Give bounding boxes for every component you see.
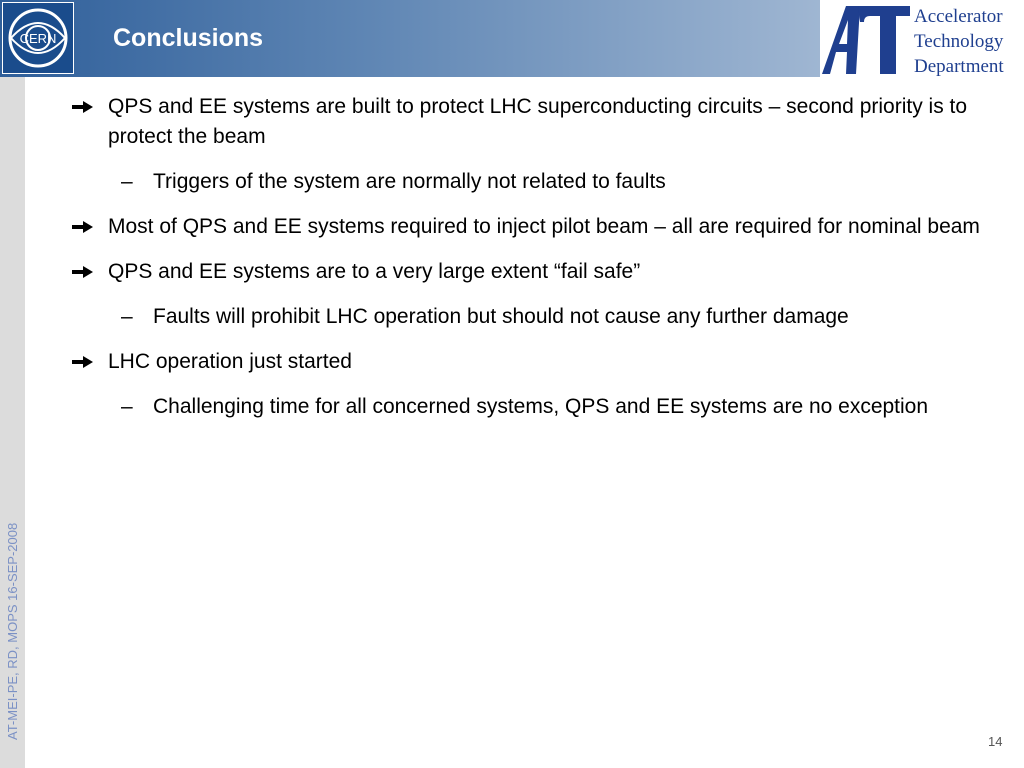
sub-bullet-item	[72, 392, 982, 422]
bullet-list	[72, 92, 982, 437]
bullet-item	[72, 212, 982, 242]
page-number: 14	[988, 734, 1003, 749]
at-line-3: Department	[914, 56, 1004, 77]
bullet-text: LHC operation just started	[108, 350, 352, 373]
sub-bullet-text: Triggers of the system are normally not related to faults	[153, 170, 666, 193]
cern-logo-icon	[3, 3, 73, 73]
slide-title: Conclusions	[113, 24, 264, 52]
cern-logo-text: CERN	[19, 31, 57, 46]
bullet-text: QPS and EE systems are built to protect LHC superconducting circuits – second priority is to protect the beam	[108, 95, 968, 148]
sub-bullet-item	[72, 167, 982, 197]
sub-bullet-text: Challenging time for all concerned systems, QPS and EE systems are no exception	[153, 395, 929, 418]
sub-bullet-item	[72, 302, 982, 332]
sub-bullet-text: Faults will prohibit LHC operation but should not cause any further damage	[153, 305, 849, 328]
dash-marker: –	[121, 170, 133, 193]
arrow-right-icon	[72, 221, 93, 233]
at-department-text	[914, 4, 1004, 79]
bullet-item	[72, 257, 982, 287]
cern-logo	[2, 2, 74, 74]
at-department-logo	[820, 0, 1024, 78]
bullet-text: QPS and EE systems are to a very large extent “fail safe”	[108, 260, 641, 283]
dash-marker: –	[121, 395, 133, 418]
bullet-item	[72, 92, 982, 152]
at-line-1: Accelerator	[914, 6, 1003, 27]
arrow-right-icon	[72, 266, 93, 278]
bullet-text: Most of QPS and EE systems required to inject pilot beam – all are required for nominal beam	[108, 215, 980, 238]
arrow-right-icon	[72, 101, 93, 113]
at-logo-icon	[820, 0, 914, 78]
arrow-right-icon	[72, 356, 93, 368]
bullet-item	[72, 347, 982, 377]
dash-marker: –	[121, 305, 133, 328]
side-footer-text: AT-MEI-PE, RD, MOPS 16-SEP-2008	[5, 522, 20, 740]
at-line-2: Technology	[914, 31, 1004, 52]
